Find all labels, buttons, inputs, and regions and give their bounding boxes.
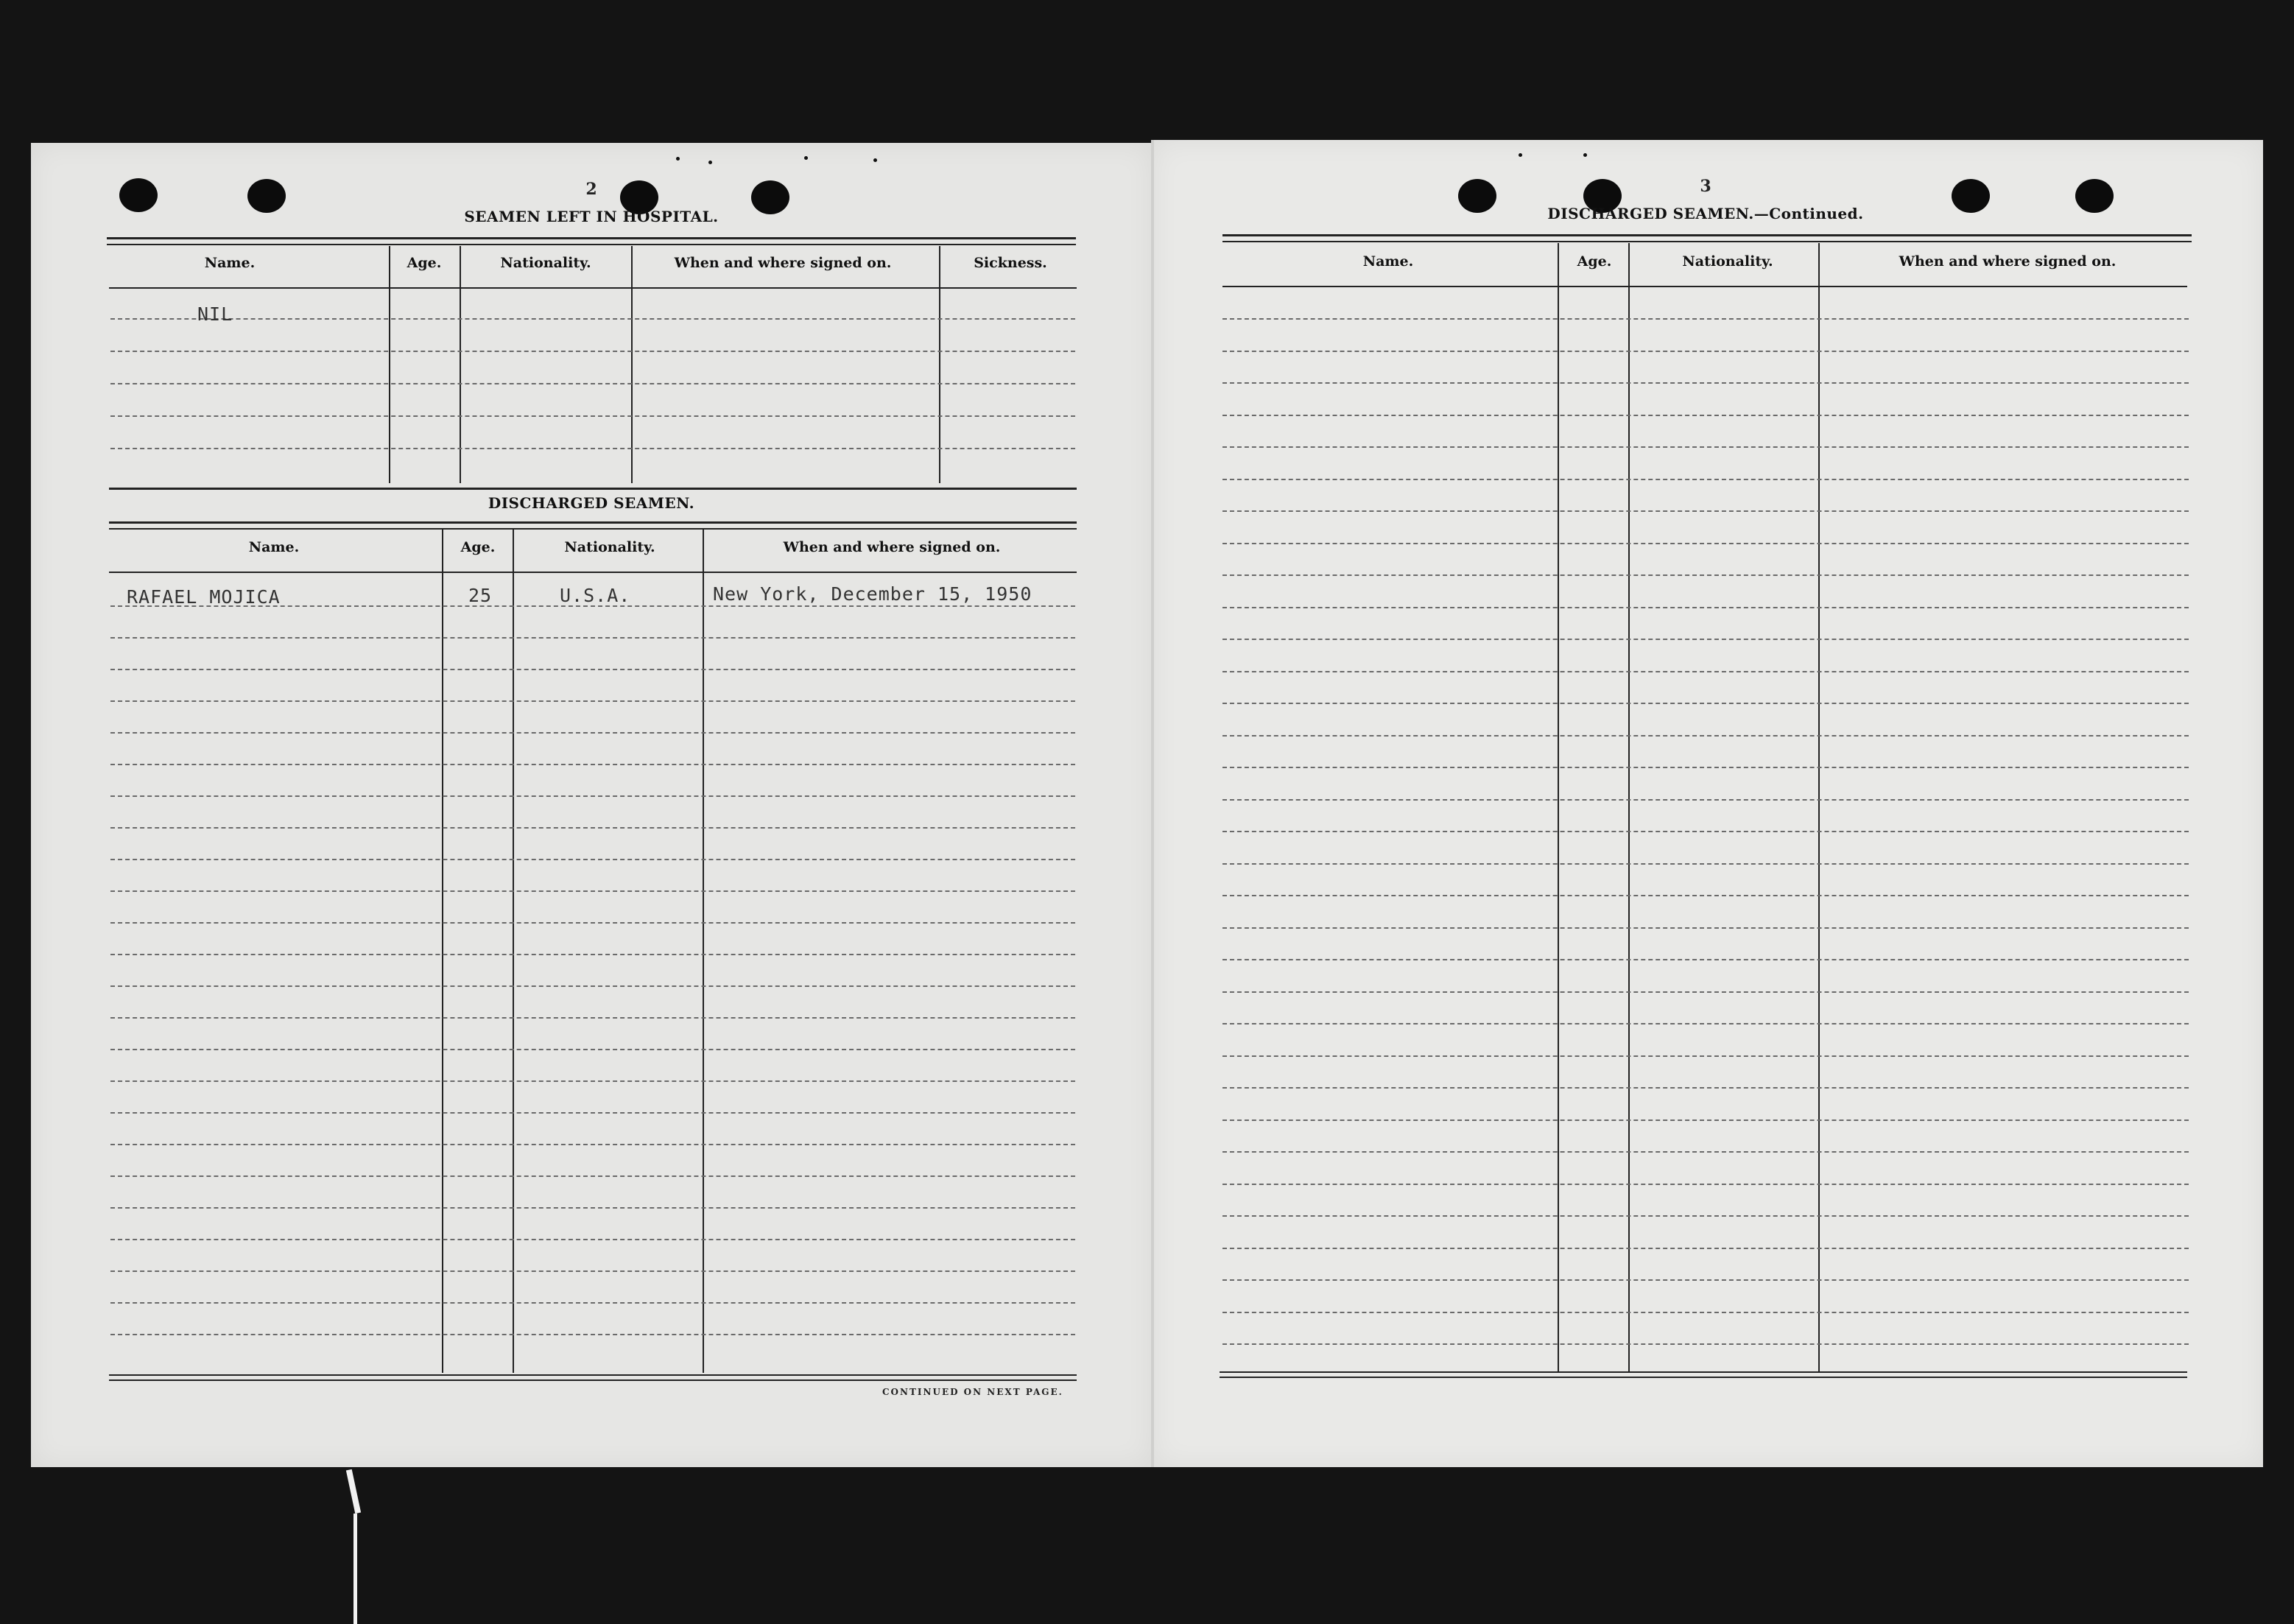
ruled-line — [1222, 1055, 2189, 1057]
ruled-line — [110, 732, 1075, 734]
ruled-line — [1222, 607, 2189, 608]
column-divider — [513, 529, 514, 1373]
ruled-line — [110, 795, 1075, 797]
ruled-line — [1222, 767, 2189, 768]
hospital-table-title: SEAMEN LEFT IN HOSPITAL. — [464, 208, 719, 225]
punch-hole — [247, 179, 286, 213]
page-number: 3 — [1700, 177, 1711, 196]
ruled-line — [110, 954, 1075, 955]
punch-hole — [1952, 179, 1990, 213]
ruled-line — [1222, 1151, 2189, 1153]
ruled-line — [110, 1049, 1075, 1050]
column-header-signed-on: When and where signed on. — [674, 255, 892, 271]
ruled-line — [1222, 415, 2189, 416]
table-rule — [109, 1374, 1077, 1376]
table-rule — [109, 528, 1077, 530]
header-rule — [109, 572, 1077, 573]
ruled-line — [1222, 831, 2189, 832]
column-header-age: Age. — [460, 539, 496, 555]
ruled-line — [1222, 1215, 2189, 1217]
ruled-line — [110, 637, 1075, 639]
ruled-line — [110, 1302, 1075, 1304]
ruled-line — [1222, 703, 2189, 704]
header-rule — [109, 287, 1077, 289]
paper-speck — [1583, 153, 1587, 157]
ruled-line — [110, 1144, 1075, 1145]
column-header-age: Age. — [1577, 253, 1612, 270]
ruled-line — [110, 1080, 1075, 1082]
page-number: 2 — [585, 180, 597, 199]
table-rule — [107, 237, 1076, 239]
discharged-row-nationality: U.S.A. — [560, 585, 631, 606]
ruled-line — [110, 1239, 1075, 1240]
discharged-row-age: 25 — [468, 585, 493, 606]
table-rule — [1220, 1377, 2187, 1378]
ruled-line — [110, 827, 1075, 829]
ruled-line — [110, 1334, 1075, 1335]
ruled-line — [1222, 735, 2189, 737]
column-divider — [442, 529, 443, 1373]
ruled-line — [110, 1207, 1075, 1209]
discharged-table-title: DISCHARGED SEAMEN. — [488, 494, 695, 512]
ruled-line — [1222, 639, 2189, 640]
ruled-line — [1222, 671, 2189, 672]
table-rule — [1222, 234, 2192, 236]
ruled-line — [110, 859, 1075, 860]
paper-speck — [873, 158, 877, 162]
ruled-line — [1222, 927, 2189, 929]
ruled-line — [110, 890, 1075, 892]
ruled-line — [1222, 510, 2189, 512]
column-divider — [1818, 243, 1820, 1371]
ruled-line — [1222, 991, 2189, 993]
column-header-name: Name. — [248, 539, 300, 555]
ruled-line — [110, 1270, 1075, 1272]
ruled-line — [1222, 1184, 2189, 1185]
ruled-line — [110, 669, 1075, 670]
hospital-row-name: NIL — [197, 303, 233, 325]
column-header-nationality: Nationality. — [564, 539, 655, 555]
column-header-signed-on: When and where signed on. — [783, 539, 1001, 555]
ruled-line — [110, 922, 1075, 924]
column-header-sickness: Sickness. — [974, 255, 1047, 271]
paper-speck — [676, 157, 680, 161]
ruled-line — [1222, 959, 2189, 960]
continued-note: CONTINUED ON NEXT PAGE. — [882, 1387, 1063, 1397]
column-header-nationality: Nationality. — [500, 255, 591, 271]
ruled-line — [1222, 382, 2189, 384]
ruled-line — [1222, 1119, 2189, 1121]
punch-hole — [119, 178, 158, 212]
right-page — [1153, 140, 2263, 1467]
column-header-nationality: Nationality. — [1682, 253, 1773, 270]
punch-hole — [751, 180, 789, 214]
discharged-continued-title: DISCHARGED SEAMEN.—Continued. — [1547, 205, 1864, 222]
ruled-line — [110, 1017, 1075, 1019]
ruled-line — [110, 1112, 1075, 1114]
ruled-line — [1222, 574, 2189, 576]
ruled-line — [1222, 863, 2189, 865]
ruled-line — [1222, 1248, 2189, 1249]
ruled-line — [1222, 1343, 2189, 1345]
ruled-line — [1222, 351, 2189, 352]
paper-speck — [804, 156, 808, 160]
ruled-line — [110, 764, 1075, 765]
ruled-line — [1222, 1279, 2189, 1281]
column-header-name: Name. — [1362, 253, 1414, 270]
punch-hole — [1458, 179, 1496, 213]
table-rule — [109, 1379, 1077, 1381]
ruled-line — [110, 351, 1075, 352]
table-rule — [1222, 241, 2192, 242]
column-header-name: Name. — [204, 255, 256, 271]
column-header-age: Age. — [407, 255, 442, 271]
punch-hole — [2075, 179, 2114, 213]
ruled-line — [1222, 479, 2189, 480]
page-gutter — [1151, 140, 1154, 1467]
ruled-line — [1222, 446, 2189, 448]
ruled-line — [1222, 1312, 2189, 1313]
header-rule — [1222, 286, 2187, 287]
ruled-line — [110, 1175, 1075, 1177]
ruled-line — [110, 985, 1075, 987]
ruled-line — [1222, 1023, 2189, 1024]
table-rule — [107, 244, 1076, 245]
ruled-line — [110, 448, 1075, 449]
paper-clip — [346, 1469, 367, 1624]
paper-speck — [1519, 153, 1522, 157]
paper-speck — [708, 161, 712, 164]
discharged-row-signed-on: New York, December 15, 1950 — [713, 583, 1032, 605]
ruled-line — [1222, 318, 2189, 320]
ruled-line — [110, 383, 1075, 384]
column-divider — [1628, 243, 1630, 1371]
ruled-line — [1222, 543, 2189, 544]
discharged-row-name: RAFAEL MOJICA — [127, 586, 281, 608]
ruled-line — [110, 700, 1075, 702]
column-divider — [1558, 243, 1559, 1371]
table-rule — [109, 521, 1077, 524]
column-header-signed-on: When and where signed on. — [1899, 253, 2117, 270]
ruled-line — [110, 318, 1075, 320]
ruled-line — [1222, 799, 2189, 801]
ruled-line — [1222, 895, 2189, 896]
ruled-line — [110, 415, 1075, 417]
table-rule — [109, 488, 1077, 490]
table-rule — [1220, 1371, 2187, 1373]
column-divider — [703, 529, 704, 1373]
ruled-line — [1222, 1087, 2189, 1089]
left-page — [31, 143, 1153, 1467]
